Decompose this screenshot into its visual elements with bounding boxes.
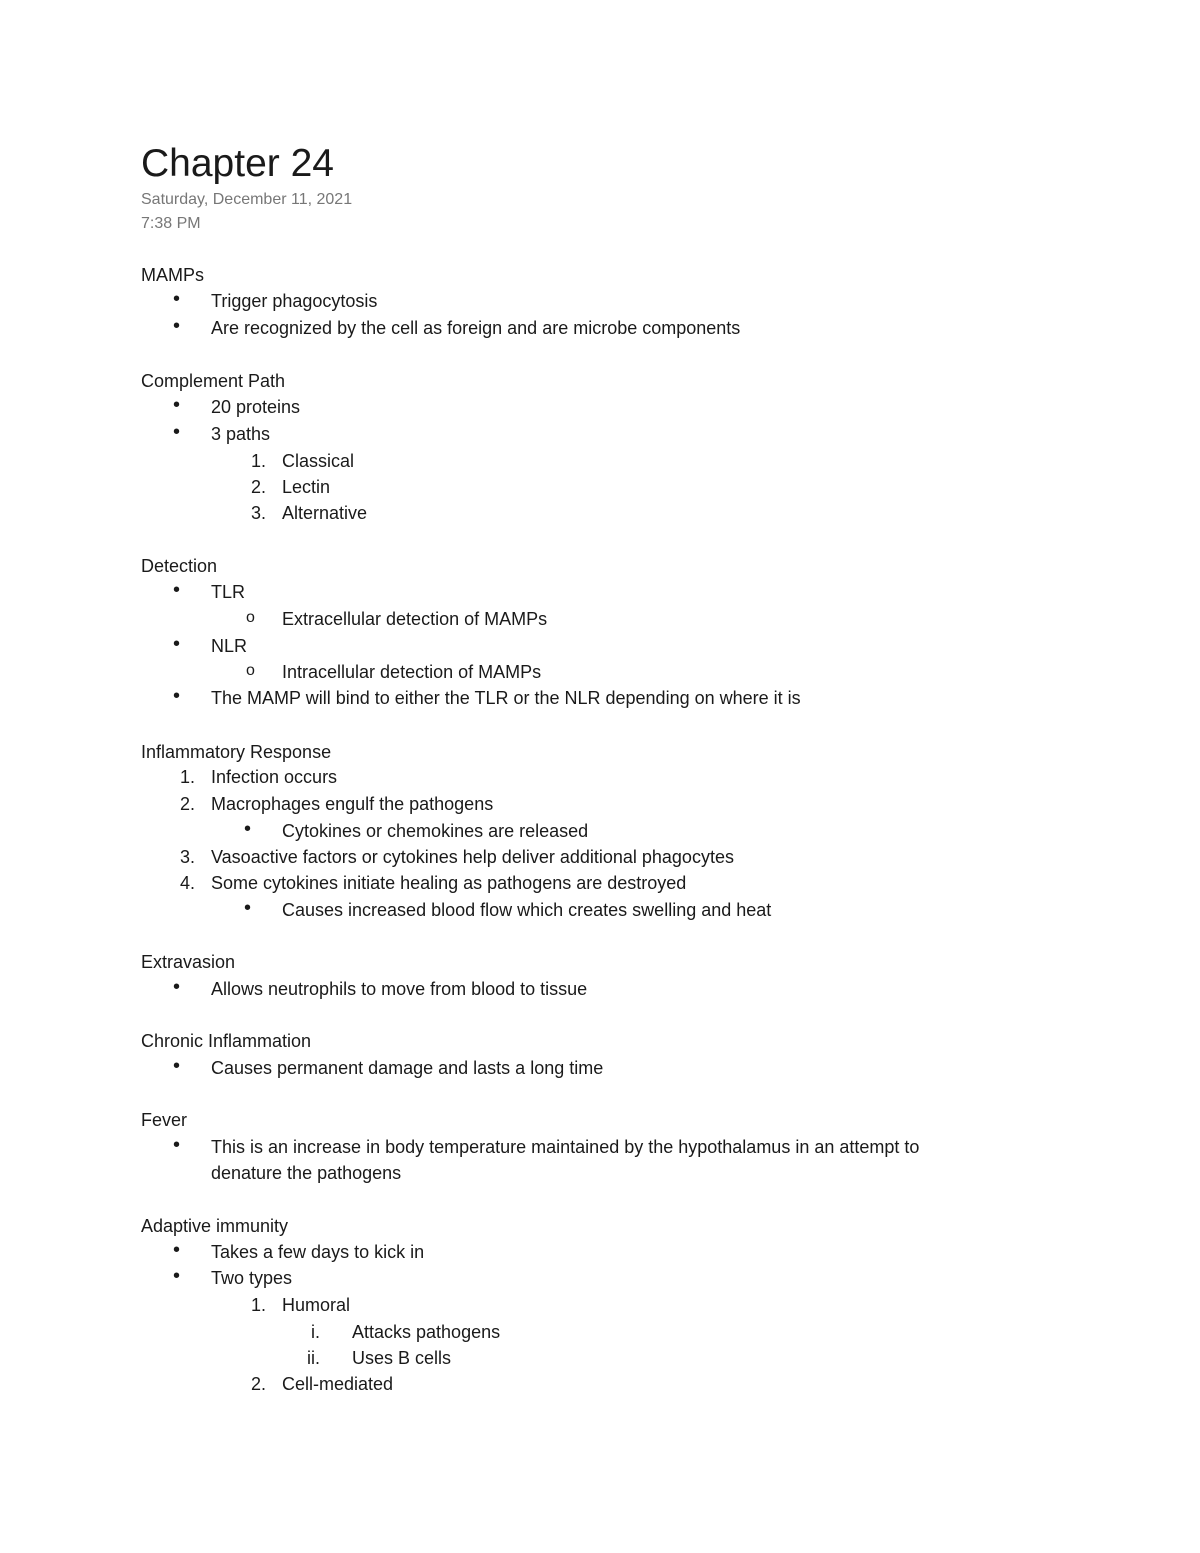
list-item: NLR	[211, 636, 248, 656]
list-item: Intracellular detection of MAMPs	[282, 662, 542, 682]
list-item: Macrophages engulf the pathogens	[211, 794, 494, 814]
bullet-icon: •	[173, 685, 181, 707]
bullet-icon: •	[173, 315, 181, 337]
list-number: 3.	[179, 847, 195, 867]
bullet-icon: •	[244, 818, 252, 840]
list-number: 1.	[250, 451, 266, 471]
bullet-icon: •	[173, 421, 181, 443]
bullet-icon: •	[173, 288, 181, 310]
note-date: Saturday, December 11, 2021	[141, 191, 353, 208]
list-item: Infection occurs	[211, 767, 338, 787]
section-heading-adaptive: Adaptive immunity	[141, 1216, 289, 1236]
list-item: Some cytokines initiate healing as pathogens are destroyed	[211, 873, 687, 893]
list-item: Takes a few days to kick in	[211, 1242, 425, 1262]
list-item: Are recognized by the cell as foreign and are microbe components	[211, 318, 741, 338]
list-item: Cell-mediated	[282, 1374, 394, 1394]
list-item: Causes permanent damage and lasts a long time	[211, 1058, 604, 1078]
section-heading-inflammatory: Inflammatory Response	[141, 742, 332, 762]
section-heading-mamps: MAMPs	[141, 265, 204, 285]
list-item: Trigger phagocytosis	[211, 291, 378, 311]
list-number: 2.	[179, 794, 195, 814]
list-item: Vasoactive factors or cytokines help deliver additional phagocytes	[211, 847, 734, 867]
circle-bullet-icon: o	[246, 662, 255, 679]
list-item: 3 paths	[211, 424, 271, 444]
list-item: TLR	[211, 582, 246, 602]
bullet-icon: •	[173, 394, 181, 416]
list-item: Humoral	[282, 1295, 351, 1315]
list-item: Cytokines or chemokines are released	[282, 821, 589, 841]
list-number: 3.	[250, 503, 266, 523]
section-heading-extravasion: Extravasion	[141, 952, 236, 972]
bullet-icon: •	[173, 633, 181, 655]
section-heading-chronic: Chronic Inflammation	[141, 1031, 312, 1051]
section-heading-fever: Fever	[141, 1110, 188, 1130]
list-number: 1.	[179, 767, 195, 787]
list-item-continuation: denature the pathogens	[211, 1163, 402, 1183]
list-item: Causes increased blood flow which creates swelling and heat	[282, 900, 772, 920]
bullet-icon: •	[173, 976, 181, 998]
page-title: Chapter 24	[141, 142, 334, 185]
list-number: i.	[311, 1322, 320, 1342]
bullet-icon: •	[173, 1265, 181, 1287]
list-item: Classical	[282, 451, 355, 471]
list-number: 4.	[179, 873, 195, 893]
circle-bullet-icon: o	[246, 609, 255, 626]
list-item: Uses B cells	[352, 1348, 452, 1368]
list-number: 2.	[250, 1374, 266, 1394]
list-number: 2.	[250, 477, 266, 497]
list-number: ii.	[307, 1348, 320, 1368]
list-item: Lectin	[282, 477, 331, 497]
list-item: This is an increase in body temperature maintained by the hypothalamus in an attempt to	[211, 1137, 920, 1157]
list-item: Allows neutrophils to move from blood to tissue	[211, 979, 588, 999]
bullet-icon: •	[244, 897, 252, 919]
list-item: The MAMP will bind to either the TLR or the NLR depending on where it is	[211, 688, 801, 708]
list-item: Extracellular detection of MAMPs	[282, 609, 548, 629]
list-number: 1.	[250, 1295, 266, 1315]
list-item: Attacks pathogens	[352, 1322, 501, 1342]
note-time: 7:38 PM	[141, 215, 201, 232]
list-item: Two types	[211, 1268, 293, 1288]
section-heading-complement: Complement Path	[141, 371, 286, 391]
list-item: 20 proteins	[211, 397, 301, 417]
list-item: Alternative	[282, 503, 368, 523]
bullet-icon: •	[173, 1055, 181, 1077]
bullet-icon: •	[173, 579, 181, 601]
section-heading-detection: Detection	[141, 556, 218, 576]
bullet-icon: •	[173, 1239, 181, 1261]
bullet-icon: •	[173, 1134, 181, 1156]
